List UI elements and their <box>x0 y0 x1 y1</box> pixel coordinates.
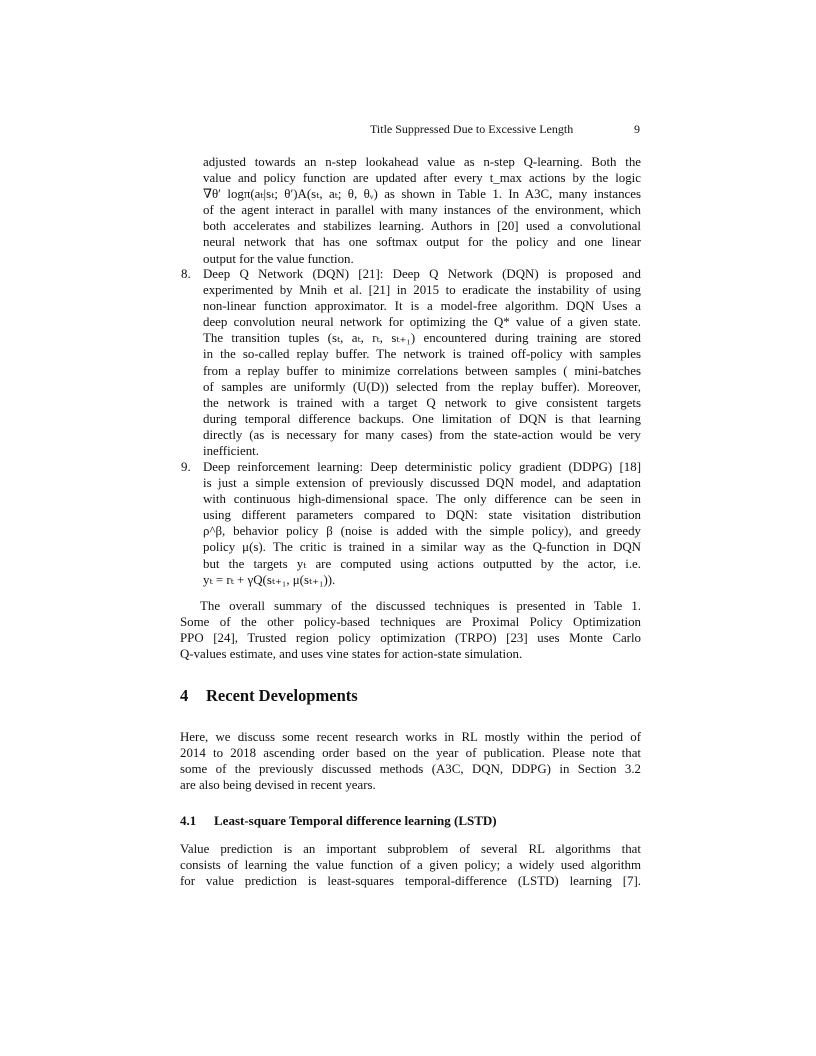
text-line: are also being devised in recent years. <box>180 778 376 793</box>
paragraph-summary <box>180 598 641 662</box>
text-line: inefficient. <box>203 444 259 459</box>
text-line: non-linear function approximator. It is a model-free algorithm. DQN Uses a <box>203 299 641 314</box>
text-line: Here, we discuss some recent research works in RL mostly within the period of <box>180 730 641 744</box>
text-line: The overall summary of the discussed techniques is presented in Table 1. <box>200 599 641 613</box>
text-line: deep convolution neural network for optimizing the Q* value of a given state. <box>203 315 641 330</box>
subsection-number: 4.1 <box>180 813 197 828</box>
text-line: of samples are uniformly (U(D)) selected from the replay buffer). Moreover, <box>203 379 641 394</box>
text-line: using different parameters compared to DQN: state visitation distribution <box>203 508 641 523</box>
text-line: with continuous high-dimensional space. The only difference can be seen in <box>203 492 641 507</box>
text-line: policy μ(s). The critic is trained in a similar way as the Q-function in DQN <box>203 540 641 555</box>
paragraph-recent <box>180 729 641 793</box>
text-line: experimented by Mnih et al. [21] in 2015 to eradicate the instability of using <box>203 283 641 298</box>
text-line: Q-values estimate, and uses vine states for action-state simulation. <box>180 647 523 662</box>
text-line: The transition tuples (sₜ, aₜ, rₜ, sₜ₊₁) encountered during training are stored <box>203 331 641 346</box>
list-number: 8. <box>181 267 191 281</box>
text-line: some of the previously discussed methods (A3C, DQN, DDPG) in Section 3.2 <box>180 762 641 777</box>
subsection-heading-4-1 <box>180 813 497 829</box>
text-line: directly (as is necessary for many cases) from the state-action would be very <box>203 427 641 442</box>
section-number: 4 <box>180 686 189 705</box>
text-line: Deep reinforcement learning: Deep deterministic policy gradient (DDPG) [18] <box>203 460 641 474</box>
text-line: the network is trained with a target Q network to give consistent targets <box>203 395 641 410</box>
text-line: neural network that has one softmax output for the policy and one linear <box>203 235 641 250</box>
section-title: Recent Developments <box>206 686 358 705</box>
list-item-8 <box>181 266 641 459</box>
text-line: Deep Q Network (DQN) [21]: Deep Q Network (DQN) is proposed and <box>203 267 641 281</box>
text-line: of the agent interact in parallel with many instances of the environment, which <box>203 203 641 218</box>
page-number: 9 <box>634 122 640 136</box>
text-line: adjusted towards an n-step lookahead value as n-step Q-learning. Both the <box>203 155 641 169</box>
paragraph-a3c <box>203 154 641 267</box>
paragraph-lstd <box>180 841 641 889</box>
text-line: is just a simple extension of previously discussed DQN model, and adaptation <box>203 476 641 491</box>
list-item-9 <box>181 459 641 588</box>
subsection-title: Least-square Temporal difference learning (LSTD) <box>214 813 497 828</box>
text-line: value and policy function are updated after every t_max actions by the logic <box>203 171 641 186</box>
text-line: output for the value function. <box>203 251 354 266</box>
text-line: Value prediction is an important subproblem of several RL algorithms that <box>180 842 641 856</box>
list-number: 9. <box>181 460 191 474</box>
text-line: both accelerates and stabilizes learning. Authors in [20] used a convolutional <box>203 219 641 234</box>
text-line: ∇θ′ logπ(aₜ|sₜ; θ′)A(sₜ, aₜ; θ, θᵥ) as shown in Table 1. In A3C, many instances <box>203 187 641 202</box>
text-line: yₜ = rₜ + γQ(sₜ₊₁, μ(sₜ₊₁)). <box>203 572 336 587</box>
text-line: PPO [24], Trusted region policy optimization (TRPO) [23] uses Monte Carlo <box>180 631 641 646</box>
text-line: 2014 to 2018 ascending order based on the year of publication. Please note that <box>180 746 641 761</box>
text-line: during temporal difference backups. One limitation of DQN is that learning <box>203 411 641 426</box>
text-line: for value prediction is least-squares temporal-difference (LSTD) learning [7]. <box>180 874 641 889</box>
section-heading-4 <box>180 686 358 706</box>
text-line: but the targets yₜ are computed using actions outputted by the actor, i.e. <box>203 556 641 571</box>
text-line: in the so-called replay buffer. The network is trained off-policy with samples <box>203 347 641 362</box>
text-line: ρ^β, behavior policy β (noise is added with the simple policy), and greedy <box>203 524 641 539</box>
text-line: Some of the other policy-based techniques are Proximal Policy Optimization <box>180 615 641 630</box>
text-line: consists of learning the value function of a given policy; a widely used algorithm <box>180 858 641 873</box>
running-title: Title Suppressed Due to Excessive Length <box>370 122 574 136</box>
text-line: from a replay buffer to minimize correlations between samples ( mini-batches <box>203 363 641 378</box>
